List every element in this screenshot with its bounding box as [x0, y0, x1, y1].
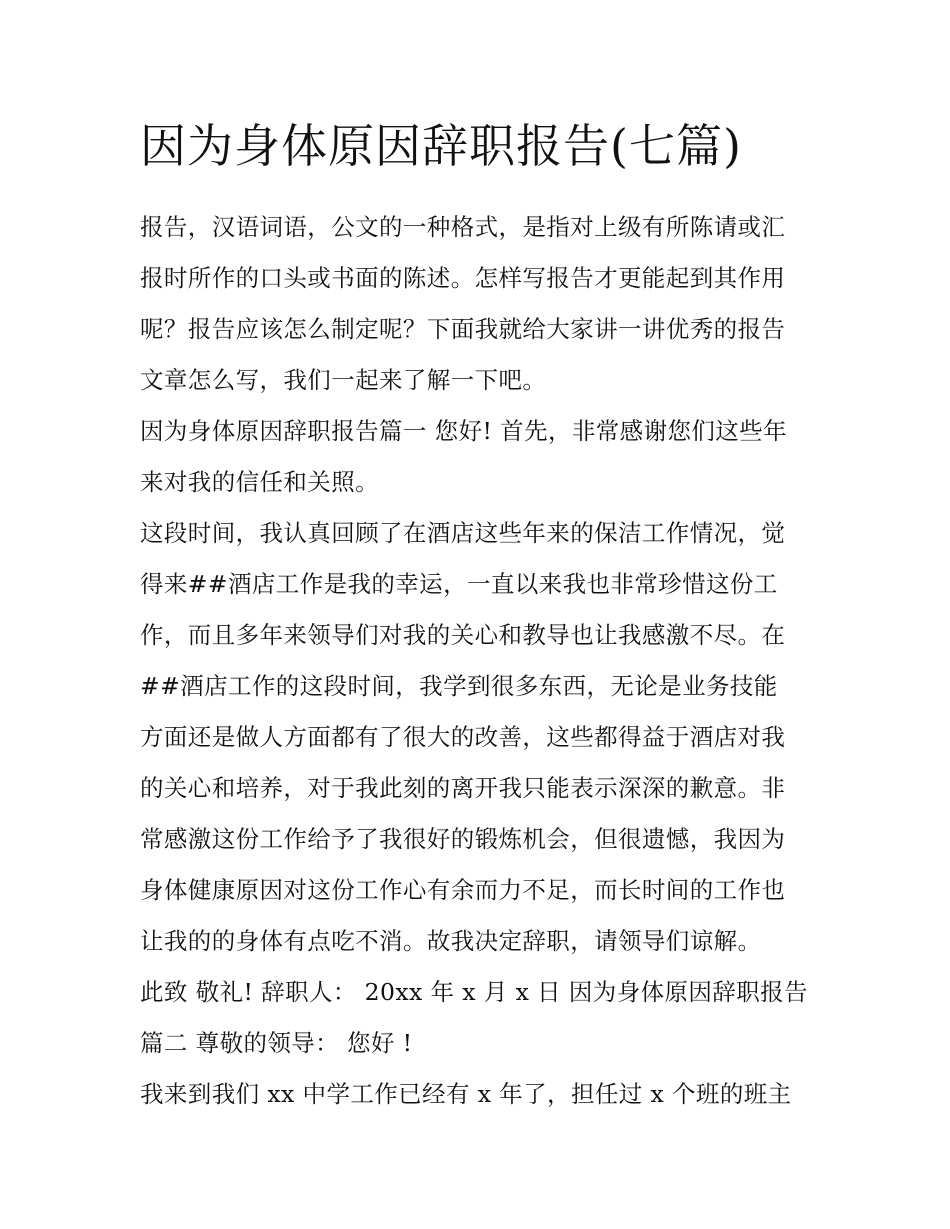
text-line: 方面还是做人方面都有了很大的改善，这些都得益于酒店对我: [140, 723, 786, 751]
text-line: 的关心和培养，对于我此刻的离开我只能表示深深的歉意。非: [140, 774, 786, 802]
text-line: 报时所作的口头或书面的陈述。怎样写报告才更能起到其作用: [140, 264, 786, 292]
document-body: [140, 202, 820, 1120]
text-line: 这段时间，我认真回顾了在酒店这些年来的保洁工作情况，觉: [140, 519, 786, 547]
text-line: 此致 敬礼! 辞职人： 20xx 年 x 月 x 日 因为身体原因辞职报告: [140, 978, 808, 1006]
text-line: 来对我的信任和关照。: [140, 468, 379, 496]
text-line: 因为身体原因辞职报告篇一 您好! 首先，非常感谢您们这些年: [140, 417, 787, 445]
text-line: 文章怎么写，我们一起来了解一下吧。: [140, 366, 547, 394]
text-line: 我来到我们 xx 中学工作已经有 x 年了，担任过 x 个班的班主: [140, 1080, 792, 1108]
text-line: 身体健康原因对这份工作心有余而力不足，而长时间的工作也: [140, 876, 786, 904]
text-line: 作，而且多年来领导们对我的关心和教导也让我感激不尽。在: [140, 621, 786, 649]
text-line: 得来##酒店工作是我的幸运，一直以来我也非常珍惜这份工: [140, 570, 778, 598]
text-line: ##酒店工作的这段时间，我学到很多东西，无论是业务技能: [140, 672, 778, 700]
document-title: 因为身体原因辞职报告(七篇): [140, 119, 742, 173]
text-line: 常感激这份工作给予了我很好的锻炼机会，但很遗憾，我因为: [140, 825, 786, 853]
text-line: 篇二 尊敬的领导： 您好 !: [140, 1029, 413, 1057]
text-line: 让我的的身体有点吃不消。故我决定辞职，请领导们谅解。: [140, 927, 762, 955]
text-line: 报告，汉语词语，公文的一种格式，是指对上级有所陈请或汇: [140, 213, 786, 241]
text-line: 呢？报告应该怎么制定呢？下面我就给大家讲一讲优秀的报告: [140, 315, 786, 343]
